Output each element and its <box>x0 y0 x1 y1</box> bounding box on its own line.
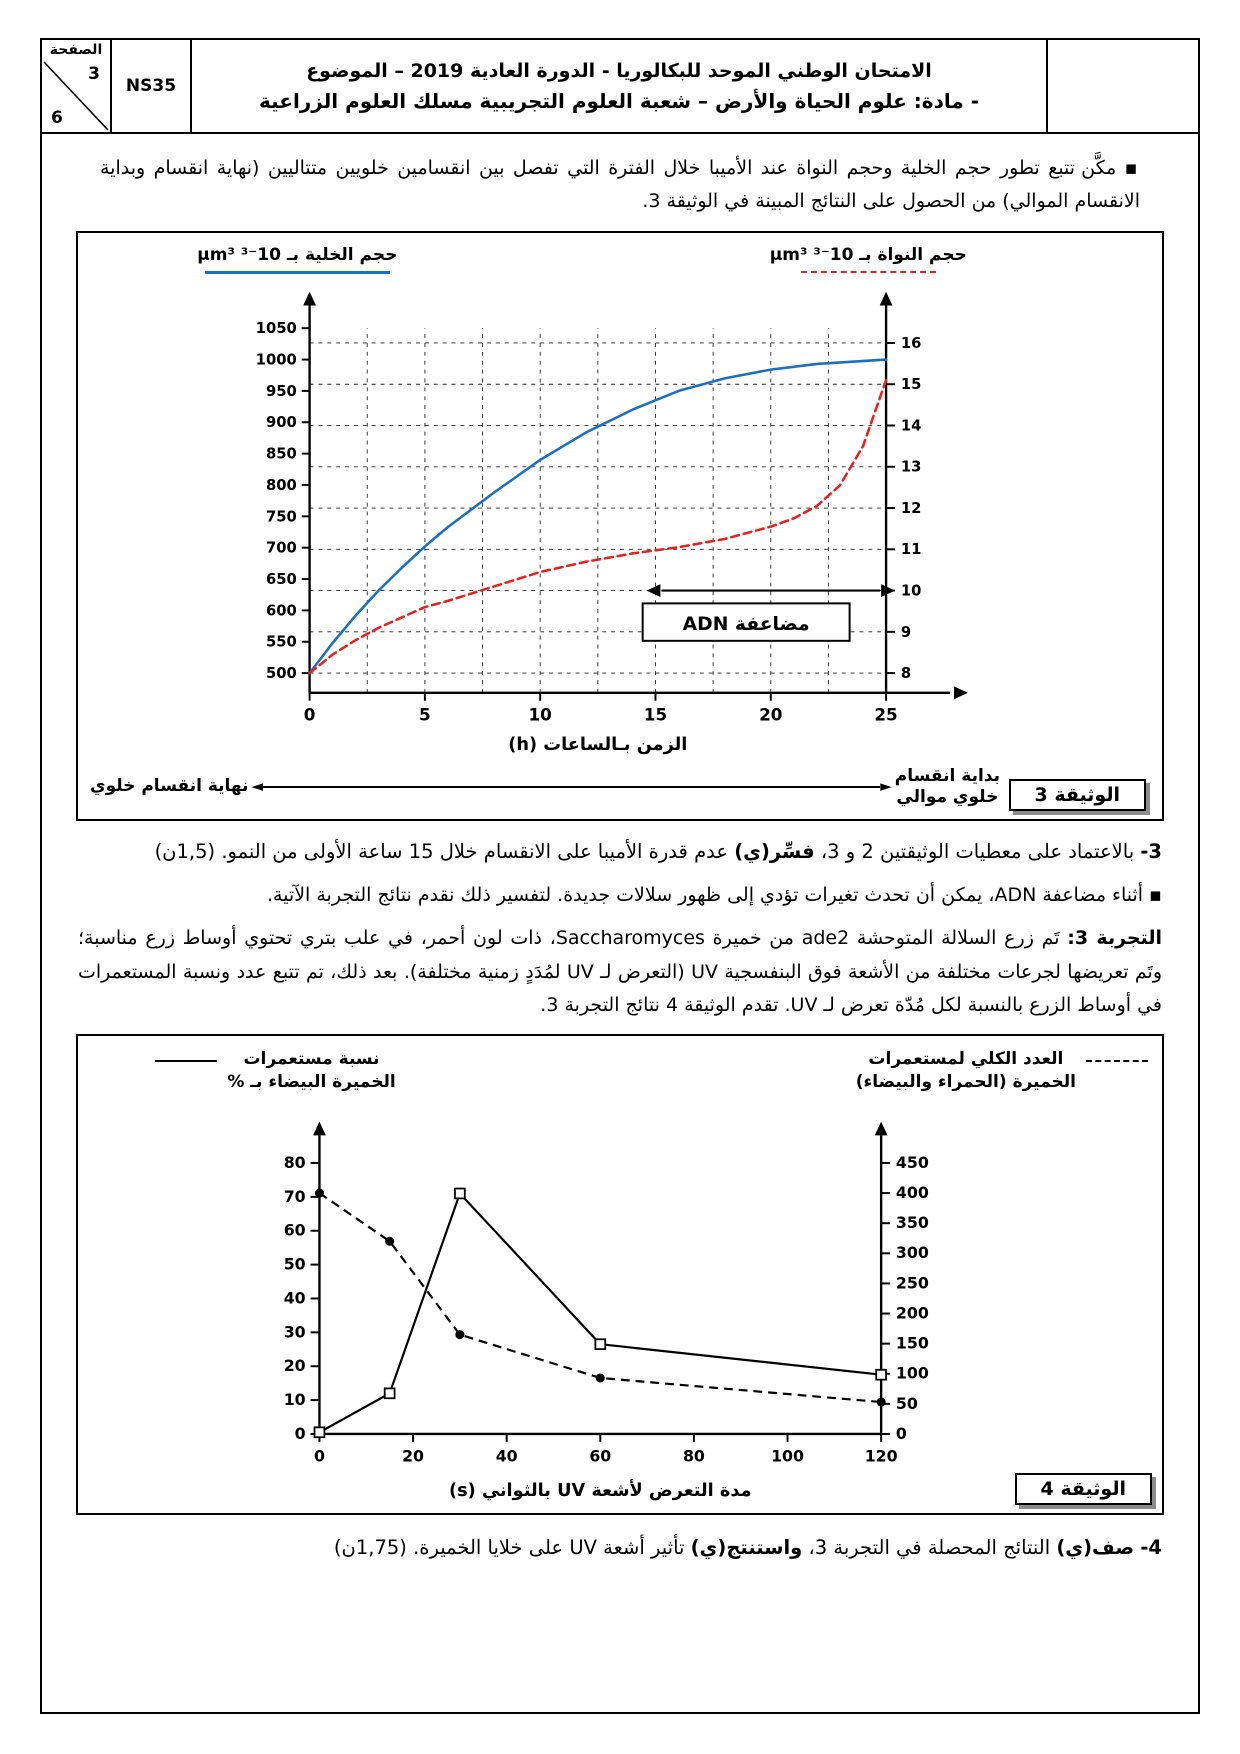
svg-text:13: 13 <box>900 458 922 476</box>
doc3-division-arrow-row <box>78 766 1162 819</box>
svg-text:950: 950 <box>265 382 297 400</box>
svg-text:200: 200 <box>895 1303 929 1323</box>
header-blank-box <box>1046 40 1198 132</box>
doc3-label: الوثيقة 3 <box>1009 779 1147 811</box>
doc4-legends <box>78 1036 1162 1094</box>
document-3-frame <box>76 231 1164 822</box>
total-colonies-line-symbol <box>1086 1060 1148 1062</box>
page-current-number: 3 <box>88 64 100 84</box>
svg-text:600: 600 <box>265 601 297 619</box>
svg-text:11: 11 <box>900 540 922 558</box>
svg-text:100: 100 <box>895 1363 929 1383</box>
legend-white-line2: الخميرة البيضاء بـ % <box>227 1072 396 1093</box>
legend-total-colonies-label <box>856 1048 1076 1094</box>
svg-text:20: 20 <box>283 1356 306 1376</box>
doc4-label: الوثيقة 4 <box>1015 1473 1153 1505</box>
white-colonies-line-symbol <box>155 1060 217 1062</box>
svg-text:350: 350 <box>895 1213 929 1233</box>
svg-text:مضاعفة ADN: مضاعفة ADN <box>682 613 810 635</box>
arrowhead-left-icon: ◄ <box>251 777 264 796</box>
document-4-frame <box>76 1034 1164 1515</box>
svg-text:40: 40 <box>283 1288 306 1308</box>
svg-text:550: 550 <box>265 633 297 651</box>
exam-code: NS35 <box>112 40 192 132</box>
svg-text:20: 20 <box>402 1446 425 1466</box>
svg-text:650: 650 <box>265 570 297 588</box>
legend-total-colonies <box>856 1048 1148 1094</box>
page-total-number: 6 <box>51 108 63 128</box>
division-start-label <box>895 766 1000 807</box>
exam-title-block <box>192 40 1046 132</box>
svg-text:1000: 1000 <box>255 350 297 368</box>
intro-paragraph <box>100 152 1140 219</box>
arrowhead-right-icon: ► <box>880 777 892 796</box>
svg-text:20: 20 <box>759 703 783 724</box>
svg-text:40: 40 <box>495 1446 518 1466</box>
svg-text:800: 800 <box>265 476 297 494</box>
legend-white-line1: نسبة مستعمرات <box>243 1049 380 1070</box>
svg-text:400: 400 <box>895 1183 929 1203</box>
legend-total-line2: الخميرة (الحمراء والبيضاء) <box>855 1072 1076 1093</box>
cell-volume-line-symbol <box>205 271 390 274</box>
svg-text:80: 80 <box>682 1446 705 1466</box>
svg-text:0: 0 <box>895 1423 907 1443</box>
svg-text:الزمن بـالساعات (h): الزمن بـالساعات (h) <box>508 734 688 755</box>
legend-cell-volume <box>197 245 397 274</box>
question-4-number: 4- <box>1140 1535 1162 1559</box>
svg-text:5: 5 <box>419 703 431 724</box>
exam-page <box>40 38 1200 1714</box>
experiment-3-paragraph <box>78 922 1162 1022</box>
question-4 <box>78 1531 1162 1565</box>
legend-cell-volume-label: حجم الخلية بـ 10⁻³ μm³ <box>197 244 398 265</box>
question-4-text-2: النتائج المحصلة في التجربة 3، <box>802 1535 1057 1559</box>
svg-text:150: 150 <box>895 1333 929 1353</box>
doc3-growth-chart <box>78 274 1162 767</box>
division-start-line1: بداية انقسام <box>894 766 1000 787</box>
nucleus-volume-line-symbol <box>801 271 936 273</box>
legend-total-line1: العدد الكلي لمستعمرات <box>868 1049 1064 1070</box>
svg-text:16: 16 <box>900 334 922 352</box>
question-3-verb: فسِّر(ي) <box>734 840 815 863</box>
svg-text:120: 120 <box>864 1446 898 1466</box>
svg-text:25: 25 <box>874 703 898 724</box>
svg-text:700: 700 <box>265 539 297 557</box>
svg-text:15: 15 <box>900 375 922 393</box>
intro-text: مكَّن تتبع تطور حجم الخلية وحجم النواة عند الأميبا خلال الفترة التي تفصل بين انقسامين خلويين متتاليين (نهاية انقسام وبداية الانقسام الموالي) من الحصول على النتائج المبينة في الوثيقة 3. <box>100 157 1140 213</box>
svg-text:14: 14 <box>900 416 922 434</box>
question-4-text-3: تأثير أشعة UV على خلايا الخميرة. (1,75ن) <box>333 1535 691 1559</box>
bullet-square-icon: ▪ <box>1124 157 1140 179</box>
svg-text:9: 9 <box>900 623 912 641</box>
question-4-verb-2: واستنتج(ي) <box>690 1535 803 1559</box>
exam-title-line2: - مادة: علوم الحياة والأرض – شعبة العلوم التجريبية مسلك العلوم الزراعية <box>258 88 980 113</box>
svg-text:750: 750 <box>265 507 297 525</box>
svg-text:300: 300 <box>895 1243 929 1263</box>
svg-text:30: 30 <box>283 1322 306 1342</box>
svg-text:0: 0 <box>313 1446 325 1466</box>
question-3 <box>78 835 1162 869</box>
svg-text:50: 50 <box>283 1254 306 1274</box>
exam-body <box>42 134 1198 1565</box>
svg-text:80: 80 <box>283 1152 306 1172</box>
question-3-text-1: بالاعتماد على معطيات الوثيقتين 2 و 3، <box>814 840 1141 863</box>
svg-text:100: 100 <box>771 1446 804 1466</box>
division-start-line2: خلوي موالي <box>896 786 999 807</box>
svg-text:500: 500 <box>265 664 297 682</box>
division-end-label: نهاية انقسام خلوي <box>90 776 249 797</box>
svg-text:850: 850 <box>265 445 297 463</box>
svg-text:12: 12 <box>900 499 922 517</box>
svg-text:60: 60 <box>283 1220 306 1240</box>
svg-text:60: 60 <box>589 1446 612 1466</box>
doc3-legends <box>78 233 1162 274</box>
svg-text:0: 0 <box>303 703 316 724</box>
exam-title-line1: الامتحان الوطني الموحد للبكالوريا - الدورة العادية 2019 – الموضوع <box>306 59 932 82</box>
svg-text:15: 15 <box>643 703 668 724</box>
question-4-verb-1: صف(ي) <box>1056 1535 1135 1559</box>
svg-text:900: 900 <box>265 413 297 431</box>
bullet-square-icon: ▪ <box>1149 884 1162 907</box>
svg-text:1050: 1050 <box>255 319 297 337</box>
legend-nucleus-volume-label: حجم النواة بـ 10⁻³ μm³ <box>769 244 967 265</box>
page-header <box>42 40 1198 134</box>
note-text: أثناء مضاعفة ADN، يمكن أن تحدث تغيرات تؤدي إلى ظهور سلالات جديدة. لتفسير ذلك نقدم نتائج التجربة الآتية. <box>266 884 1144 907</box>
svg-text:450: 450 <box>895 1152 929 1172</box>
experiment-3-label: التجربة 3: <box>1067 927 1163 950</box>
interphase-double-arrow <box>249 779 895 794</box>
page-number-box <box>42 40 112 132</box>
page-label: الصفحة <box>49 42 103 58</box>
question-3-number: 3- <box>1140 840 1162 863</box>
legend-nucleus-volume <box>770 245 967 273</box>
svg-text:10: 10 <box>528 703 552 724</box>
svg-text:70: 70 <box>283 1186 306 1206</box>
svg-text:250: 250 <box>895 1273 929 1293</box>
svg-text:10: 10 <box>900 581 922 599</box>
svg-text:8: 8 <box>900 664 912 682</box>
experiment-3-body: تَم زرع السلالة المتوحشة ade2 من خميرة Saccharomyces، ذات لون أحمر، في علب بتري تحتوي أوساط زرع مناسبة؛ وتَم تعريضها لجرعات مختلفة من الأشعة فوق البنفسجية UV (التعرض لـ UV لمُدَدٍ زمنية مختلفة). بعد ذلك، تم تتبع عدد ونسبة المستعمرات في أوساط الزرع بالنسبة لكل مُدّة تعرض لـ UV. تقدم الوثيقة 4 نتائج التجربة 3. <box>78 927 1163 1016</box>
svg-text:10: 10 <box>283 1390 306 1410</box>
svg-text:0: 0 <box>294 1423 306 1443</box>
svg-text:مدة التعرض لأشعة UV بالثواني (: مدة التعرض لأشعة UV بالثواني (s) <box>449 1481 752 1502</box>
legend-white-colonies <box>155 1048 395 1094</box>
note-paragraph <box>78 879 1162 912</box>
legend-white-colonies-label <box>227 1048 395 1094</box>
question-3-text-2: عدم قدرة الأميبا على الانقسام خلال 15 ساعة الأولى من النمو. (1,5ن) <box>154 840 735 863</box>
svg-text:50: 50 <box>895 1393 918 1413</box>
doc4-uv-chart <box>78 1094 1162 1513</box>
arrow-line <box>263 786 880 788</box>
